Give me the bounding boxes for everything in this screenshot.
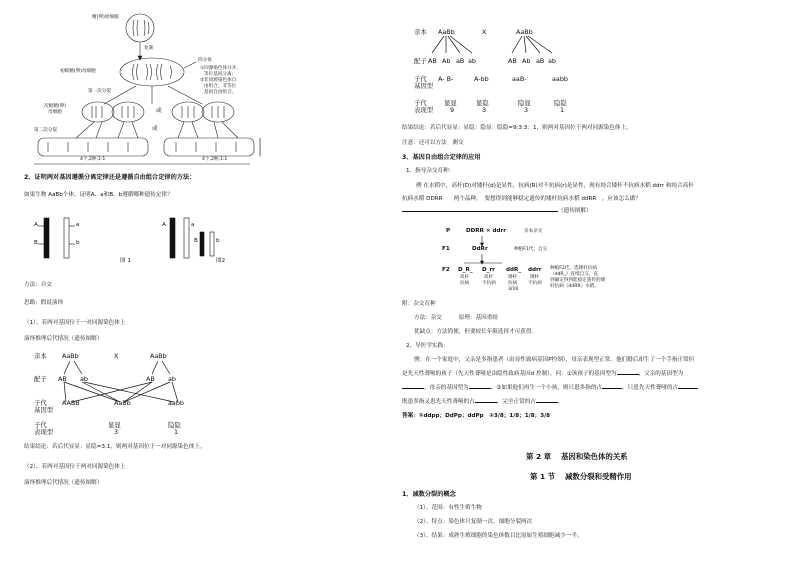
cross2-gamete-left-1: AB [428,57,437,65]
breed-p-cross: DDRR × ddrr [466,228,507,234]
example2-line3: ，母亲的基因型为 。②如果他们再生一个小孩，则只患多指的占 ，只患先天性聋哑的占 [402,385,698,392]
breed-f1-note: 种植F1代，自交 [514,247,548,252]
section2-question: 如果生物 AaBb个体，证明A、a和B、b遵循哪种遗传定律？ [24,192,173,198]
cross1-parent-1: AaBb [62,352,79,360]
result-right: 4个,2种,1:1 [202,157,228,162]
cross2-gamete-right-4: ab [548,57,556,65]
example2-line2: 是先天性聋哑的孩子（先天性聋哑是由隐性致病基因d 控制），问：①该孩子的基因型为 ，父亲的基因型为 [402,371,684,377]
example1-line1: 例 在水稻中，高杆(D)对矮杆(d)是显性，抗病(R)对不抗病(r)是显性，现有纯合矮杆不抗病水稻 ddrr 和纯合高杆 [416,183,694,189]
breed-f2-note-2: （ddR_）连续自交，直 [550,272,599,277]
cross1-gamete-label: 配子 [34,375,47,383]
cross1-pheno-label-2: 表现型 [34,428,54,436]
right-column [402,4,776,559]
cross2-gamete-left-3: aB [456,57,465,65]
breeding-method: 方法：杂交 原理：基因重组 [414,315,498,321]
primary-cell [120,58,184,86]
cross2-phenotype-1: 显显 [444,99,457,107]
cross2-gamete-left-4: ab [468,57,476,65]
section3-title: 3、基因自由组合定律的应用 [402,154,481,161]
cross2-ratio-1: 9 [450,106,455,114]
cross2-parent-2: AaBb [516,28,533,36]
cross2-gamete-right-3: aB [536,57,545,65]
note-text: 注意：还可以方法 测交 [402,140,464,146]
breed-p-note: 亲本杂交 [524,229,543,234]
label-tetrad: 四分体 [198,58,212,63]
conclusion2-text: 结果结论：若后代显显：显隐：隐显：隐隐=9:3:3：1，则两对基因位于两对同源染色体上。 [402,125,632,131]
figure-2-caption: 图2 [216,258,226,264]
breed-f2-note-3: 到确定得到能稳定遗传的矮 [550,278,606,283]
cross2-genotype-2: A-bb [474,75,489,83]
chapter-title: 第 2 章 基因和染色体的关系 [526,452,628,461]
cross2-lines [402,35,602,57]
cross1-ratio-2: 1 [174,428,179,436]
meiosis-note-1: ①同源染色体分开， [200,66,241,71]
meiosis-scope: （1）、范围：有性生殖生物 [414,505,482,511]
cross1-phenotype-1: 显显 [108,421,121,429]
cross2-gamete-left-2: Ab [442,57,451,65]
cross2-ratio-3: 3 [524,106,529,114]
breed-f2-height-4: 矮杆 [530,275,540,280]
label-original-cell: 精(卵)原细胞 [92,15,119,20]
meiosis-note-2: 等位基因分离； [204,72,237,77]
breed-f2-geno-2: D_rr [482,267,495,273]
example1-line2: 抗病水稻 DDRR 两个品种， 要想得到能够稳定遗传的矮杆抗病水稻 ddRR ，应该怎么做？ [402,196,641,202]
cross1-gamete-right-2: ab [168,375,176,383]
breed-arrows [402,235,542,295]
sub2-title: 2、导医学实践： [406,343,449,349]
cross1-gamete-right-1: AB [146,375,155,383]
breed-f2-geno-3: ddR_ [506,267,522,273]
example1-line3: （遗传图解） [402,208,592,215]
conclusion1-text: 结果结论：若后代显显：显隐=3:1，则两对基因位于一对同源染色体上。 [24,444,206,450]
cross2-cross-sign: X [482,28,487,36]
secondary-cell-1 [82,102,114,122]
breed-f2-resist-4: 不抗病 [528,281,542,286]
breed-f2-geno-1: D_R_ [458,267,473,273]
figure-1-caption: 图 1 [120,258,131,264]
cross2-phenotype-2: 显隐 [476,99,489,107]
original-cell [126,14,154,42]
gamete-group-right [164,138,254,156]
label-second-division: 第二次分裂 [34,128,57,133]
meiosis-result: （3）、结果：成熟生殖细胞的染色体数目比原始生殖细胞减少一半。 [414,533,583,539]
case2-text: （2）、若两对基因位于两对同源染色体上 [24,464,126,470]
cross2-genotype-1: A- B- [438,75,454,83]
cross1-genotype-1: AABB [62,399,80,407]
breed-f2-resist-1: 抗病 [460,281,470,286]
cross2-gamete-right-2: Ab [522,57,531,65]
label-or-2: 或 [152,126,158,132]
cross2-genotype-4: aabb [552,75,568,83]
answer-text: 答案：①ddpp；DdPp；ddPp ②3/8；1/8；1/8；3/8 [402,413,551,419]
section2-title: 2、证明两对基因遵循分离定律还是遵循自由组合定律的方法： [24,174,196,181]
allele-b-fig2: b [216,238,220,244]
cross1-genotype-2: AaBb [114,399,131,407]
cross2-gamete-right-1: AB [508,57,517,65]
method-text: 方法：自交 [24,282,52,288]
cross2-phenotype-3: 隐显 [518,99,531,107]
attach-text: 附：杂交育种 [402,301,436,307]
cross2-ratio-4: 1 [560,106,565,114]
label-secondary-2: 母细胞 [48,110,62,115]
breed-f2-ratio: 3/16 [508,287,519,292]
cross2-offspring-label-2: 基因型 [414,82,434,90]
cross1-parent-2: AaBb [150,352,167,360]
label-primary-cell: 初级精(卵)母细胞 [60,69,96,74]
gamete-group-left [38,138,148,156]
cross1-parent-label: 亲本 [34,352,47,360]
meiosis-note-4: 由组合，非等位 [204,84,237,89]
sub1-title: 1、指导杂交育种： [406,168,455,174]
deduce2-text: 演绎推理后代情况（遗传图解） [24,480,103,486]
label-secondary-1: 次级精(卵) [44,104,66,109]
cross2-parent-label: 亲本 [414,28,427,36]
example2-line4: 既患多指又患先天性聋哑的占 ，完全正常的占 。 [402,399,564,405]
cross2-genotype-3: aaB- [512,75,527,83]
meiosis-concept-title: 1、减数分裂的概念 [402,491,456,498]
left-column [24,4,396,559]
label-copy: 复制 [144,46,154,51]
cross1-offspring-label-1: 子代 [34,399,47,407]
label-first-division: 第一次分裂 [88,89,111,94]
cross1-cross-sign: X [114,352,119,360]
cross1-pheno-label-1: 子代 [34,421,47,429]
cross2-parent-1: AaBb [438,28,455,36]
breed-f2-geno-4: ddrr [528,267,542,273]
cross2-ratio-2: 3 [482,106,487,114]
breed-P: P [446,228,451,234]
cross1-gamete-left-2: ab [80,375,88,383]
allele-B-fig1: B [34,240,38,246]
meiosis-feature: （2）、特点：染色体只复制一次，细胞分裂两次 [414,519,533,525]
cross2-pheno-label-2: 表现型 [414,106,434,114]
breed-f2-resist-3: 抗病 [508,281,518,286]
breed-f2-note-4: 杆抗病（ddRR）水稻。 [550,284,599,289]
breed-F1: F1 [442,246,450,252]
cross2-gamete-label: 配子 [414,57,427,65]
breed-f2-note-1: 种植F2代，选矮杆抗病 [550,266,597,271]
chromosome-figures [24,214,244,266]
breed-f2-height-2: 高杆 [484,275,494,280]
breeding-merit: 优缺点：方法简便，但要较长年限选择才可获得。 [414,329,538,335]
example2-line1: 例：在一个家庭中，父亲是多指患者（由显性致病基因P控制），母亲表现型正常。他们婚后却生了一个手指正常但 [414,357,695,363]
allele-b-fig1: b [76,240,80,246]
cross2-pheno-label-1: 子代 [414,99,427,107]
allele-A-fig1: A [34,222,38,228]
cross1-phenotype-2: 隐隐 [168,421,181,429]
meiosis-note-3: ②非同源染色体自 [200,78,237,83]
cross1-gamete-left-1: AB [58,375,67,383]
idea-text: 思路：假说演绎 [24,300,64,306]
result-left: 4个,2种,1:1 [80,157,106,162]
case1-text: （1）、若两对基因位于一对同源染色体上 [24,320,126,326]
breed-F2: F2 [442,267,450,273]
label-or-1: 或 [156,108,162,114]
meiosis-note-5: 基因自由组合。 [204,90,237,95]
breed-f2-height-3: 矮杆 [508,275,518,280]
breed-f2-resist-2: 不抗病 [482,281,496,286]
breed-f2-height-1: 高杆 [460,275,470,280]
cross1-genotype-3: aabb [168,399,184,407]
cross2-phenotype-4: 隐隐 [554,99,567,107]
allele-a-fig1: a [76,222,80,228]
allele-A-fig2: A [162,222,166,228]
cross1-offspring-label-2: 基因型 [34,406,54,414]
allele-B-fig2: B [194,238,198,244]
cross1-ratio-1: 3 [114,428,119,436]
breed-f1-geno: DdRr [472,246,488,252]
deduce1-text: 演绎推理后代情况（遗传图解） [24,336,103,342]
section-title: 第 1 节 减数分裂和受精作用 [530,472,632,481]
allele-a-fig2: a [191,222,195,228]
cross2-offspring-label-1: 子代 [414,75,427,83]
